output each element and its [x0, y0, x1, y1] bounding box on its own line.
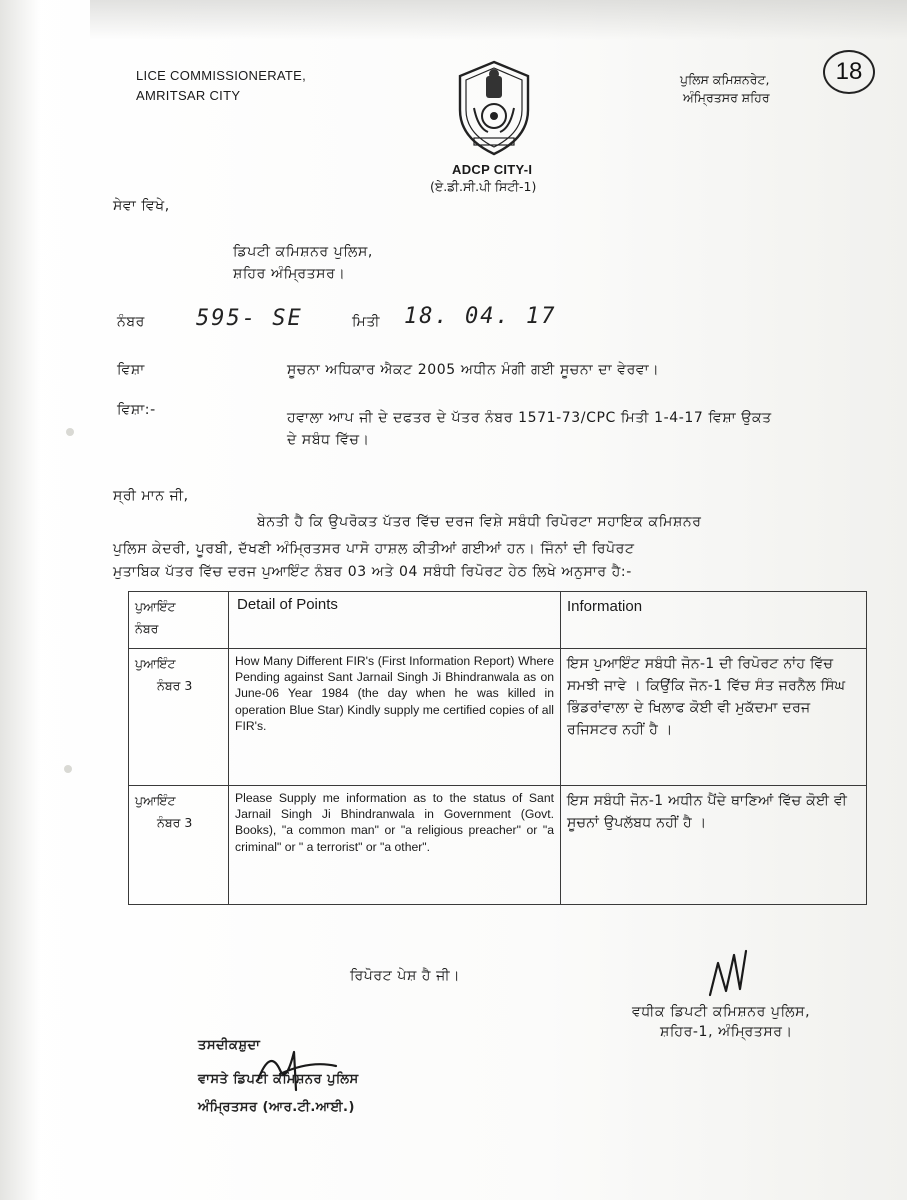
- signatory-line1: ਵਧੀਕ ਡਿਪਟੀ ਕਮਿਸ਼ਨਰ ਪੁਲਿਸ,: [632, 1004, 811, 1020]
- row2-information-cell: [561, 786, 867, 905]
- table-header-row: [129, 592, 867, 649]
- scan-edge: [0, 0, 40, 1200]
- header-left-line2: AMRITSAR CITY: [136, 88, 241, 103]
- row1-point-cell: [129, 649, 229, 786]
- number-value: 595- SE: [196, 306, 303, 331]
- office-title-en: ADCP CITY-I: [452, 162, 533, 177]
- header-information: Information: [567, 598, 643, 615]
- table-row: [129, 649, 867, 786]
- header-point-no-line2: ਨੰਬਰ: [135, 621, 159, 636]
- row1-point-line2: ਨੰਬਰ 3: [157, 678, 193, 693]
- number-label: ਨੰਬਰ: [117, 314, 145, 330]
- stamp-line2: ਵਾਸਤੇ ਡਿਪਟੀ ਕਮਿਸ਼ਨਰ ਪੁਲਿਸ: [198, 1072, 359, 1087]
- stamp-line3: ਅੰਮ੍ਰਿਤਸਰ (ਆਰ.ਟੀ.ਆਈ.): [198, 1100, 355, 1115]
- header-cell-information: [561, 592, 867, 649]
- subject-label: ਵਿਸ਼ਾ: [117, 362, 145, 378]
- reference-label: ਵਿਸ਼ਾ:-: [117, 402, 156, 418]
- reference-line2: ਦੇ ਸਬੰਧ ਵਿੱਚ।: [287, 432, 370, 448]
- scan-speck: [64, 765, 72, 773]
- date-label: ਮਿਤੀ: [352, 314, 381, 330]
- subject-text: ਸੂਚਨਾ ਅਧਿਕਾਰ ਐਕਟ 2005 ਅਧੀਨ ਮੰਗੀ ਗਈ ਸੂਚਨਾ ਦਾ ਵੇਰਵਾ।: [287, 362, 660, 378]
- header-right-line2: ਅੰਮ੍ਰਿਤਸਰ ਸ਼ਹਿਰ: [683, 90, 770, 105]
- addressee-line1: ਡਿਪਟੀ ਕਮਿਸ਼ਨਰ ਪੁਲਿਸ,: [233, 244, 373, 260]
- table-row: [129, 786, 867, 905]
- date-value: 18. 04. 17: [404, 304, 557, 329]
- row1-information: ਇਸ ਪੁਆਇੰਟ ਸਬੰਧੀ ਜੋਨ-1 ਦੀ ਰਿਪੋਰਟ ਨਾਂਹ ਵਿੱਚ ਸਮਝੀ ਜਾਵੇ । ਕਿਉਂਕਿ ਜੋਨ-1 ਵਿੱਚ ਸੰਤ ਜਰਨੈਲ ਸਿੰਘ ਭਿੰਡਰਾਂਵਾਲਾ ਦੇ ਖਿਲਾਫ ਕੋਈ ਵੀ ਮੁਕੱਦਮਾ ਦਰਜ ਰਜਿਸਟਰ ਨਹੀਂ ਹੈ ।: [567, 656, 846, 738]
- row2-point-line2: ਨੰਬਰ 3: [157, 815, 193, 830]
- stamp-line1: ਤਸਦੀਕਸ਼ੁਦਾ: [198, 1038, 261, 1053]
- header-point-no-line1: ਪੁਆਇੰਟ: [135, 599, 176, 614]
- row1-point-line1: ਪੁਆਇੰਟ: [135, 656, 176, 671]
- police-emblem-icon: [448, 58, 540, 158]
- row2-point-cell: [129, 786, 229, 905]
- greeting: ਸ੍ਰੀ ਮਾਨ ਜੀ,: [113, 488, 189, 504]
- page-number: 18: [823, 50, 875, 94]
- attestation-signature: [250, 1040, 340, 1100]
- header-left-line1: LICE COMMISSIONERATE,: [136, 68, 307, 83]
- body-line2: ਪੁਲਿਸ ਕੇਦਰੀ, ਪੂਰਬੀ, ਦੱਖਣੀ ਅੰਮ੍ਰਿਤਸਰ ਪਾਸੋ ਹਾਸ਼ਲ ਕੀਤੀਆਂ ਗਈਆਂ ਹਨ। ਜਿੰਨਾਂ ਦੀ ਰਿਪੋਰਟ: [113, 541, 635, 557]
- report-submitted: ਰਿਪੋਰਟ ਪੇਸ਼ ਹੈ ਜੀ।: [350, 968, 461, 984]
- reference-line1: ਹਵਾਲਾ ਆਪ ਜੀ ਦੇ ਦਫਤਰ ਦੇ ਪੱਤਰ ਨੰਬਰ 1571-73/CPC ਮਿਤੀ 1-4-17 ਵਿਸ਼ਾ ਉਕਤ: [287, 410, 772, 426]
- row2-point-line1: ਪੁਆਇੰਟ: [135, 793, 176, 808]
- row1-detail-cell: [229, 649, 561, 786]
- signatory-line2: ਸ਼ਹਿਰ-1, ਅੰਮ੍ਰਿਤਸਰ।: [660, 1024, 793, 1040]
- header-cell-detail: [229, 592, 561, 649]
- points-table: [128, 591, 867, 905]
- row2-detail-cell: [229, 786, 561, 905]
- scan-shadow: [90, 0, 907, 40]
- row1-detail: How Many Different FIR's (First Information Report) Where Pending against Sant Jarnail Singh Ji Bhindranwala as on June-06 Year 1984 (the day when he was killed in operation Blue Star) Kindly supply me certified copies of all FIR's.: [235, 654, 554, 733]
- row2-information: ਇਸ ਸਬੰਧੀ ਜੋਨ-1 ਅਧੀਨ ਪੈਂਦੇ ਥਾਣਿਆਂ ਵਿੱਚ ਕੋਈ ਵੀ ਸੂਚਨਾਂ ਉਪਲੱਬਧ ਨਹੀਂ ਹੈ ।: [567, 793, 848, 831]
- body-line1: ਬੇਨਤੀ ਹੈ ਕਿ ਉਪਰੋਕਤ ਪੱਤਰ ਵਿੱਚ ਦਰਜ ਵਿਸ਼ੇ ਸਬੰਧੀ ਰਿਪੋਰਟਾ ਸਹਾਇਕ ਕਮਿਸ਼ਨਰ: [257, 514, 702, 530]
- salutation-to: ਸੇਵਾ ਵਿਖੇ,: [113, 198, 170, 214]
- header-cell-point-no: [129, 592, 229, 649]
- addressee-line2: ਸ਼ਹਿਰ ਅੰਮ੍ਰਿਤਸਰ।: [233, 266, 346, 282]
- header-right-line1: ਪੁਲਿਸ ਕਮਿਸ਼ਨਰੇਟ,: [680, 72, 770, 87]
- office-title-pa: (ਏ.ਡੀ.ਸੀ.ਪੀ ਸਿਟੀ-1): [430, 179, 537, 194]
- header-detail: Detail of Points: [237, 596, 338, 613]
- scan-speck: [66, 428, 74, 436]
- row2-detail: Please Supply me information as to the status of Sant Jarnail Singh Ji Bhindranwala in Government (Govt. Books), "a common man" or "a religious preacher" or "a criminal" or " a terrorist" or "a other".: [235, 791, 554, 854]
- row1-information-cell: [561, 649, 867, 786]
- body-line3: ਮੁਤਾਬਿਕ ਪੱਤਰ ਵਿੱਚ ਦਰਜ ਪੁਆਇੰਟ ਨੰਬਰ 03 ਅਤੇ 04 ਸਬੰਧੀ ਰਿਪੋਰਟ ਹੇਠ ਲਿਖੇ ਅਨੁਸਾਰ ਹੈ:-: [113, 564, 632, 580]
